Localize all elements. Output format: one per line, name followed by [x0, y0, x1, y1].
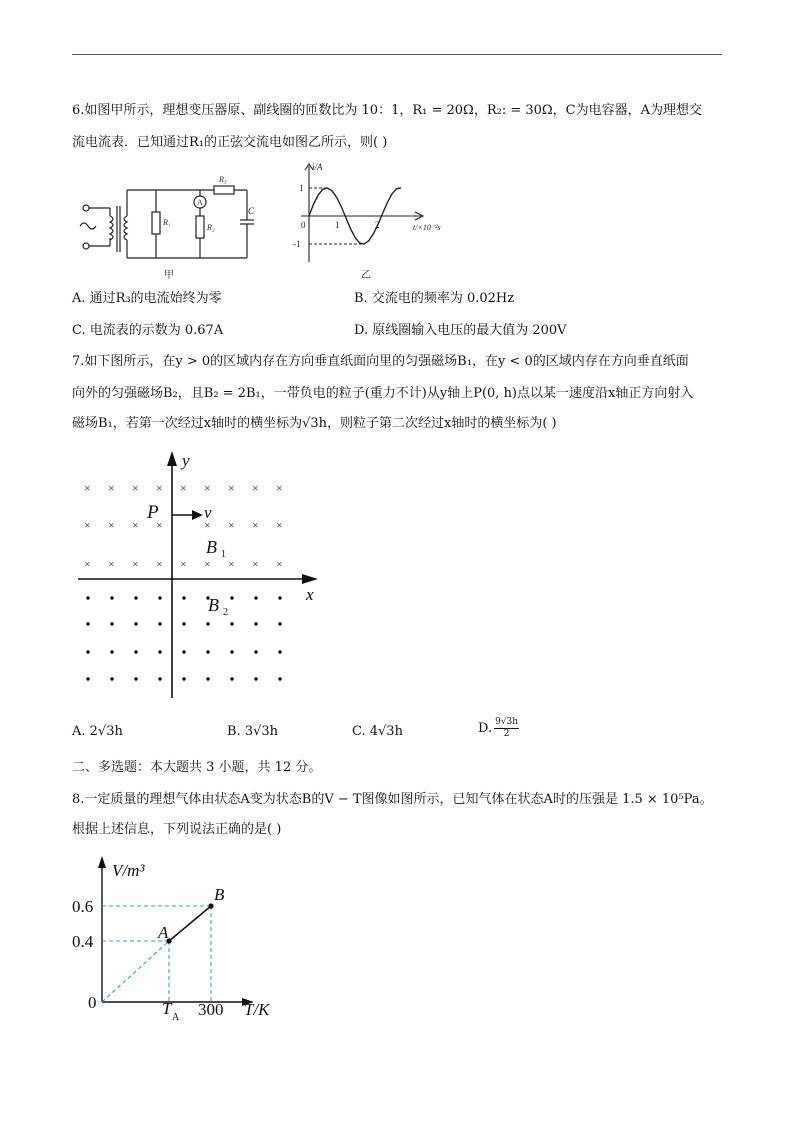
- field-dot-mark: [110, 622, 113, 625]
- field-dot-mark: [278, 622, 281, 625]
- field-cross-mark: ×: [108, 518, 115, 532]
- x-axis-arrow: [302, 574, 318, 584]
- q8-vt-graph: [70, 852, 290, 1028]
- field-cross-mark: ×: [204, 481, 211, 495]
- terminal-bottom: [83, 243, 89, 249]
- field-dot-mark: [158, 650, 161, 653]
- velocity-label: v: [204, 503, 212, 522]
- q6-option-a[interactable]: A. 通过R₃的电流始终为零: [72, 291, 222, 306]
- graph-origin: 0: [301, 220, 306, 230]
- q6-text-line1: 6.如图甲所示，理想变压器原、副线圈的匝数比为 10：1，R₁ = 20Ω，R₂: = 30Ω，C为电容器，A为理想交: [72, 103, 703, 118]
- field-cross-mark: ×: [132, 557, 139, 571]
- field-dot-mark: [230, 622, 233, 625]
- velocity-arrow-head: [192, 510, 203, 520]
- q7-text-line2: 向外的匀强磁场B₂，且B₂ = 2B₁，一带负电的粒子(重力不计)从y轴上P(0, h)点以某一速度沿x轴正方向射入: [72, 386, 694, 401]
- resistor-r2: [196, 216, 204, 238]
- secondary-coil: [124, 216, 127, 240]
- q6-option-d[interactable]: D. 原线圈输入电压的最大值为 200V: [354, 323, 567, 338]
- x-axis-label: x: [306, 585, 314, 604]
- field-cross-mark: ×: [204, 557, 211, 571]
- section-2-heading: 二、多选题：本大题共 3 小题，共 12 分。: [72, 760, 322, 775]
- field-dot-mark: [182, 677, 185, 680]
- field-dot-mark: [254, 596, 257, 599]
- field-dot-mark: [86, 650, 89, 653]
- q6-sine-graph: [285, 160, 485, 286]
- field-cross-mark: ×: [252, 557, 259, 571]
- field-dot-mark: [182, 622, 185, 625]
- field-dot-mark: [278, 650, 281, 653]
- label-ammeter: A: [197, 198, 203, 207]
- q7-text-line1: 7.如下图所示，在y > 0的区域内存在方向垂直纸面向里的匀强磁场B₁，在y < 0的区域内存在方向垂直纸面: [72, 354, 689, 369]
- field-dot-mark: [134, 596, 137, 599]
- field-cross-mark: ×: [108, 481, 115, 495]
- graph-y-tick-neg: -1: [293, 239, 301, 249]
- field-dot-mark: [230, 596, 233, 599]
- field-dot-mark: [206, 650, 209, 653]
- q7-text-line3: 磁场B₁，若第一次经过x轴时的横坐标为√3h，则粒子第二次经过x轴时的横坐标为( ): [72, 416, 557, 431]
- field-dot-mark: [134, 650, 137, 653]
- tick-0.4: 0.4: [72, 932, 94, 951]
- field-dot-mark: [134, 677, 137, 680]
- field-dot-mark: [230, 650, 233, 653]
- tick-0.6: 0.6: [72, 897, 94, 916]
- point-p-label: P: [147, 502, 159, 523]
- q6-option-c[interactable]: C. 电流表的示数为 0.67A: [72, 323, 224, 338]
- field-cross-mark: ×: [180, 557, 187, 571]
- graph-x-tick-2: 2: [375, 220, 380, 230]
- field-cross-mark: ×: [252, 518, 259, 532]
- label-r2: R₂: [207, 223, 215, 232]
- field-dot-mark: [254, 677, 257, 680]
- ac-source-symbol: [80, 223, 96, 229]
- q7-field-figure: [72, 448, 332, 702]
- q7-option-a[interactable]: A. 2√3h: [72, 724, 123, 739]
- field-cross-mark: ×: [132, 481, 139, 495]
- caption-jia: 甲: [164, 270, 174, 281]
- q7-option-d-fraction: [494, 717, 519, 740]
- field-cross-mark: ×: [276, 481, 283, 495]
- tick-300: 300: [198, 1000, 224, 1019]
- field-cross-mark: ×: [228, 557, 235, 571]
- field-cross-mark: ×: [180, 481, 187, 495]
- field-dot-mark: [206, 622, 209, 625]
- v-axis-label: V/m³: [112, 861, 145, 880]
- guide-origin-to-a: [102, 941, 169, 1002]
- graph-x-label: t/×10⁻²s: [413, 223, 441, 232]
- field-cross-mark: ×: [252, 481, 259, 495]
- b2-label: B: [208, 595, 219, 615]
- q6-text-line2: 流电流表．已知通过R₁的正弦交流电如图乙所示，则( ): [72, 135, 388, 150]
- terminal-top: [83, 205, 89, 211]
- q6-circuit-figure: [72, 170, 272, 286]
- point-a-label: A: [158, 923, 169, 942]
- y-axis-label: y: [182, 451, 190, 470]
- point-b-label: B: [214, 885, 225, 904]
- field-dot-mark: [182, 596, 185, 599]
- b1-label: B: [206, 537, 217, 557]
- field-cross-mark: ×: [276, 557, 283, 571]
- field-cross-mark: ×: [84, 518, 91, 532]
- q7-option-d[interactable]: [478, 717, 519, 740]
- fraction-denominator: 2: [503, 729, 510, 739]
- q7-option-c[interactable]: C. 4√3h: [352, 724, 403, 739]
- field-dot-mark: [158, 622, 161, 625]
- field-dot-mark: [86, 677, 89, 680]
- label-r1: R₁: [163, 218, 171, 227]
- field-dot-mark: [254, 622, 257, 625]
- b1-subscript: 1: [221, 549, 226, 560]
- primary-coil: [110, 216, 113, 240]
- graph-y-label: i/A: [312, 162, 323, 172]
- y-axis-arrow: [167, 451, 177, 466]
- field-cross-mark: ×: [156, 518, 163, 532]
- field-cross-mark: ×: [204, 518, 211, 532]
- field-cross-mark: ×: [132, 518, 139, 532]
- label-r3: R₃: [219, 175, 227, 184]
- process-line-ab: [169, 906, 211, 941]
- field-cross-mark: ×: [108, 557, 115, 571]
- field-dot-mark: [158, 677, 161, 680]
- q7-option-d-prefix: D.: [478, 720, 493, 736]
- t-axis-label: T/K: [244, 1000, 270, 1019]
- field-dot-mark: [86, 622, 89, 625]
- field-dot-mark: [110, 596, 113, 599]
- fraction-numerator: 9√3h: [495, 717, 519, 727]
- tick-ta: T: [162, 999, 172, 1018]
- q8-text-line1: 8.一定质量的理想气体由状态A变为状态B的V − T图像如图所示，已知气体在状态A时的压强是 1.5 × 10⁵Pa。: [72, 792, 713, 807]
- field-dot-mark: [134, 622, 137, 625]
- graph-x-tick-1: 1: [335, 220, 340, 230]
- caption-yi: 乙: [361, 270, 371, 281]
- v-axis-arrow: [98, 856, 106, 868]
- resistor-r1: [152, 212, 160, 234]
- field-dot-mark: [182, 650, 185, 653]
- b2-subscript: 2: [223, 607, 228, 618]
- q6-option-b[interactable]: B. 交流电的频率为 0.02Hz: [354, 291, 515, 306]
- field-cross-mark: ×: [156, 481, 163, 495]
- label-capacitor: C: [248, 206, 255, 216]
- field-cross-mark: ×: [156, 557, 163, 571]
- field-cross-mark: ×: [228, 481, 235, 495]
- field-cross-mark: ×: [84, 481, 91, 495]
- field-dot-mark: [206, 677, 209, 680]
- field-dot-mark: [254, 650, 257, 653]
- field-dot-mark: [110, 677, 113, 680]
- tick-ta-subscript: A: [172, 1012, 180, 1023]
- field-dot-mark: [278, 596, 281, 599]
- field-cross-mark: ×: [84, 557, 91, 571]
- q8-text-line2: 根据上述信息，下列说法正确的是( ): [72, 822, 282, 837]
- field-dot-mark: [230, 677, 233, 680]
- point-b: [208, 903, 213, 908]
- origin-label: 0: [88, 993, 97, 1012]
- q7-option-b[interactable]: B. 3√3h: [227, 724, 279, 739]
- field-dot-mark: [158, 596, 161, 599]
- resistor-r3: [214, 186, 234, 194]
- header-rule: [72, 54, 722, 55]
- field-cross-mark: ×: [228, 518, 235, 532]
- field-dot-mark: [86, 596, 89, 599]
- graph-y-tick-pos: 1: [299, 183, 304, 193]
- field-cross-mark: ×: [276, 518, 283, 532]
- field-dot-mark: [110, 650, 113, 653]
- field-dot-mark: [278, 677, 281, 680]
